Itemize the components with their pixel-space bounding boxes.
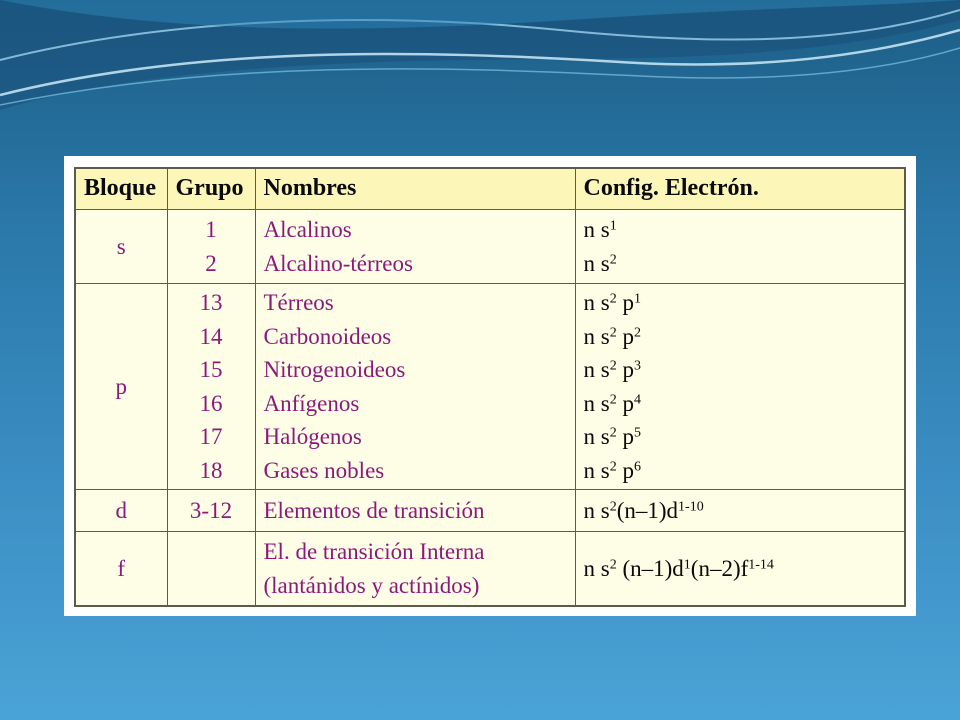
header-grupo: Grupo [167, 168, 255, 210]
config-exponent: 1-14 [748, 557, 774, 573]
config-term: p [616, 457, 634, 483]
config-term: (n–2)f [690, 555, 749, 581]
config-term: p [616, 424, 634, 450]
table-row [75, 210, 905, 284]
config-term: (n–1)d [616, 497, 679, 523]
config-exponent: 6 [633, 458, 641, 474]
config-exponent: 1 [683, 557, 691, 573]
config-exponent: 2 [609, 391, 617, 407]
config-term: n s [583, 323, 610, 349]
header-nombres: Nombres [255, 168, 575, 210]
nombre-value: (lantánidos y actínidos) [263, 572, 480, 598]
electron-config [584, 454, 897, 488]
cell-config [575, 489, 905, 531]
cell-config [575, 532, 905, 606]
grupo-value: 18 [199, 457, 223, 483]
config-term: n s [583, 424, 610, 450]
nombre-value: Elementos de transición [263, 497, 485, 523]
electron-config [584, 286, 897, 320]
nombre-value: Alcalinos [263, 217, 352, 243]
electron-config [584, 247, 897, 281]
cell-config [575, 210, 905, 284]
nombre-value: El. de transición Interna [263, 539, 485, 564]
nombre-value: Nitrogenoideos [263, 357, 406, 383]
config-term: n s [583, 497, 610, 523]
config-exponent: 2 [609, 425, 617, 441]
electron-config [584, 320, 897, 354]
config-term: n s [583, 457, 610, 483]
cell-nombres [255, 532, 575, 606]
table-row [75, 489, 905, 531]
electron-config [584, 213, 897, 247]
table-row [75, 532, 905, 606]
decorative-waves [0, 0, 960, 130]
table-header-row [75, 168, 905, 210]
electron-config [584, 420, 897, 454]
config-term: n s [583, 555, 610, 581]
config-term: n s [583, 290, 610, 316]
config-term: n s [583, 250, 610, 276]
grupo-value: 17 [199, 424, 223, 450]
config-term: n s [583, 390, 610, 416]
grupo-value: 2 [205, 250, 217, 276]
config-exponent: 2 [633, 324, 641, 340]
config-exponent: 5 [633, 425, 641, 441]
cell-bloque: s [75, 210, 167, 284]
config-exponent: 1 [609, 218, 617, 234]
electron-config [584, 353, 897, 387]
config-exponent: 2 [609, 291, 617, 307]
header-config: Config. Electrón. [575, 168, 905, 210]
cell-bloque: d [75, 489, 167, 531]
cell-grupo [167, 210, 255, 284]
table-row [75, 284, 905, 489]
config-term: n s [583, 357, 610, 383]
config-exponent: 2 [609, 498, 617, 514]
cell-grupo [167, 284, 255, 489]
grupo-value: 3-12 [189, 497, 233, 523]
cell-nombres [255, 284, 575, 489]
cell-grupo [167, 489, 255, 531]
config-exponent: 2 [609, 358, 617, 374]
cell-nombres [255, 210, 575, 284]
config-term: n s [583, 217, 610, 243]
nombre-value: Térreos [263, 290, 334, 316]
electron-config [584, 387, 897, 421]
cell-nombres [255, 489, 575, 531]
electron-config [584, 494, 897, 528]
cell-bloque: f [75, 532, 167, 606]
electron-config [584, 552, 897, 586]
nombre-value: Anfígenos [263, 390, 360, 416]
periodic-blocks-table [74, 167, 906, 607]
grupo-value: 14 [199, 323, 223, 349]
config-exponent: 4 [633, 391, 641, 407]
cell-grupo [167, 532, 255, 606]
config-exponent: 2 [609, 252, 617, 268]
config-exponent: 2 [609, 557, 617, 573]
config-term: p [616, 390, 634, 416]
config-term: p [616, 357, 634, 383]
grupo-value: 13 [199, 290, 223, 316]
config-term: (n–1)d [616, 555, 684, 581]
cell-config [575, 284, 905, 489]
config-exponent: 3 [633, 358, 641, 374]
grupo-value: 16 [199, 390, 223, 416]
nombre-value: Carbonoideos [263, 323, 392, 349]
nombre-value: Halógenos [263, 424, 362, 450]
grupo-value: 1 [205, 217, 217, 243]
config-exponent: 1 [633, 291, 641, 307]
header-bloque: Bloque [75, 168, 167, 210]
nombre-value: Gases nobles [263, 457, 385, 483]
config-term: p [616, 323, 634, 349]
nombre-value: Alcalino-térreos [263, 250, 413, 276]
config-term: p [616, 290, 634, 316]
config-exponent: 2 [609, 458, 617, 474]
config-exponent: 1-10 [678, 498, 704, 514]
config-exponent: 2 [609, 324, 617, 340]
cell-bloque: p [75, 284, 167, 489]
grupo-value: 15 [199, 357, 223, 383]
